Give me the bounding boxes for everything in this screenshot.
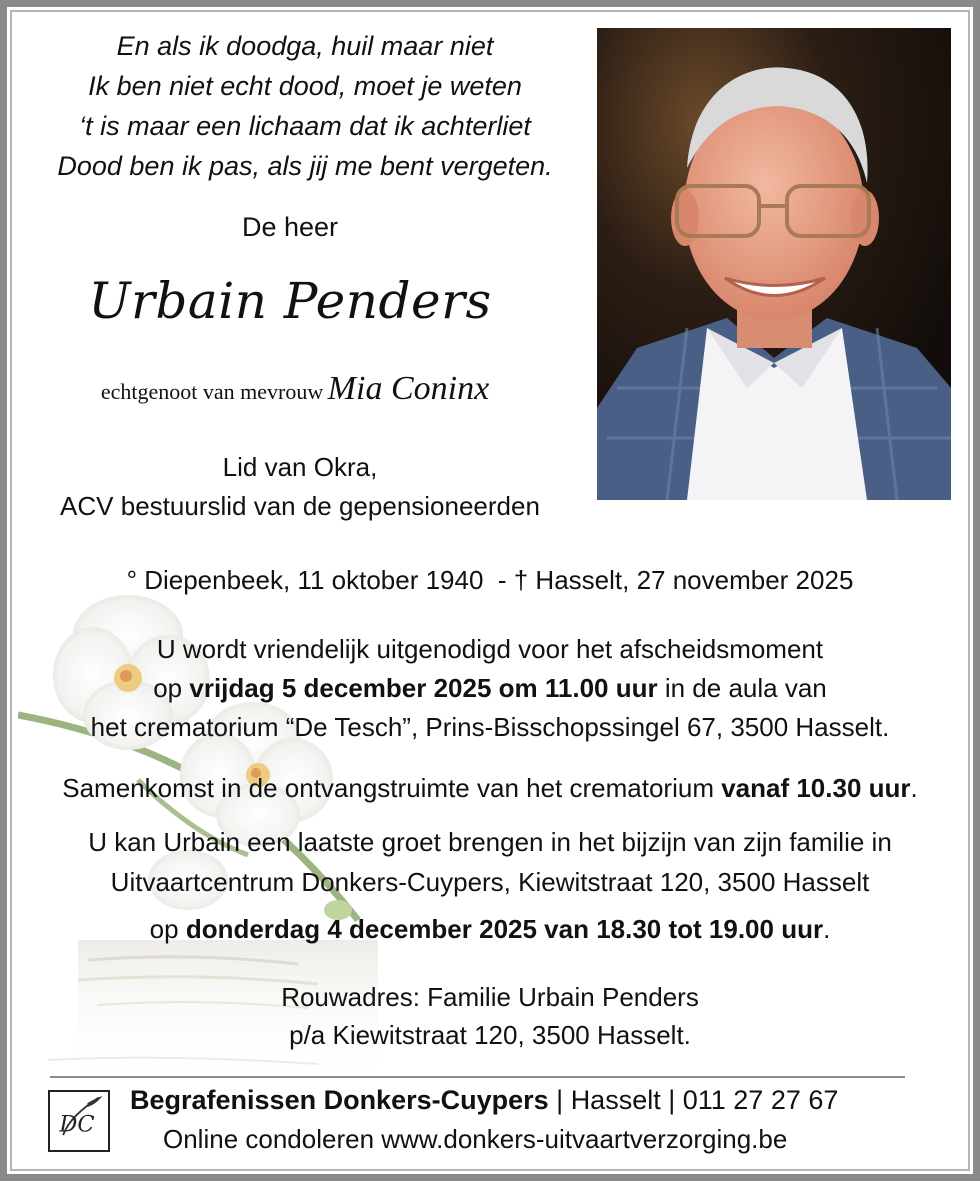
ceremony-text: op <box>153 673 190 703</box>
company-city: Hasselt <box>570 1085 661 1115</box>
gathering-text: . <box>910 773 918 803</box>
membership-line: ACV bestuurslid van de gepensioneerden <box>60 491 540 521</box>
spouse-line <box>40 370 550 408</box>
ceremony-datetime: vrijdag 5 december 2025 om 11.00 uur <box>189 673 658 703</box>
poem <box>40 26 570 186</box>
honorific: De heer <box>241 212 339 242</box>
condolence-link[interactable]: Online condoleren www.donkers-uitvaartverzorging.be <box>163 1124 788 1154</box>
visitation-text: op <box>149 914 186 944</box>
company-logo <box>48 1090 110 1152</box>
logo-letters: DC <box>59 1111 95 1138</box>
ceremony-line-3: het crematorium “De Tesch”, Prins-Bisschopssingel 67, 3500 Hasselt. <box>90 712 890 742</box>
gathering-time: vanaf 10.30 uur <box>721 773 911 803</box>
poem-line: Ik ben niet echt dood, moet je weten <box>88 71 522 101</box>
visitation-line-1: U kan Urbain een laatste groet brengen in het bijzijn van zijn familie in <box>88 827 892 857</box>
company-name: Begrafenissen Donkers-Cuypers <box>130 1085 549 1115</box>
gathering-info <box>10 773 970 804</box>
ceremony-text: in de aula van <box>657 673 827 703</box>
poem-line: ‘t is maar een lichaam dat ik achterliet <box>79 111 531 141</box>
address-line-1: Rouwadres: Familie Urbain Penders <box>281 982 699 1012</box>
visitation-line-2: Uitvaartcentrum Donkers-Cuypers, Kiewitstraat 120, 3500 Hasselt <box>110 867 870 897</box>
gathering-text: Samenkomst in de ontvangstruimte van het crematorium <box>62 773 722 803</box>
portrait-photo <box>597 28 951 500</box>
poem-line: En als ik doodga, huil maar niet <box>116 31 494 61</box>
ceremony-line-1: U wordt vriendelijk uitgenodigd voor het afscheidsmoment <box>156 634 824 664</box>
visitation-datetime: donderdag 4 december 2025 van 18.30 tot 19.00 uur <box>185 914 824 944</box>
visitation-text: . <box>823 914 831 944</box>
visitation-time <box>10 914 970 945</box>
deceased-name: Urbain Penders <box>88 272 492 330</box>
memberships <box>40 448 560 526</box>
poem-line: Dood ben ik pas, als jij me bent vergeten. <box>57 151 553 181</box>
footer-company-line <box>130 1085 930 1116</box>
address-line-2: p/a Kiewitstraat 120, 3500 Hasselt. <box>289 1020 691 1050</box>
ceremony-invitation <box>10 630 970 747</box>
spouse-name: Mia Coninx <box>327 370 490 407</box>
visitation-info <box>10 822 970 902</box>
membership-line: Lid van Okra, <box>222 452 378 482</box>
footer-separator: | <box>548 1085 571 1115</box>
ceremony-line-2 <box>10 669 970 708</box>
footer-separator: | <box>660 1085 683 1115</box>
company-phone: 011 27 27 67 <box>682 1085 839 1115</box>
spouse-prefix: echtgenoot van mevrouw <box>100 379 324 404</box>
mourning-address <box>10 978 970 1054</box>
life-dates: ° Diepenbeek, 11 oktober 1940 - † Hasselt, 27 november 2025 <box>126 565 854 595</box>
footer-divider <box>50 1076 905 1078</box>
